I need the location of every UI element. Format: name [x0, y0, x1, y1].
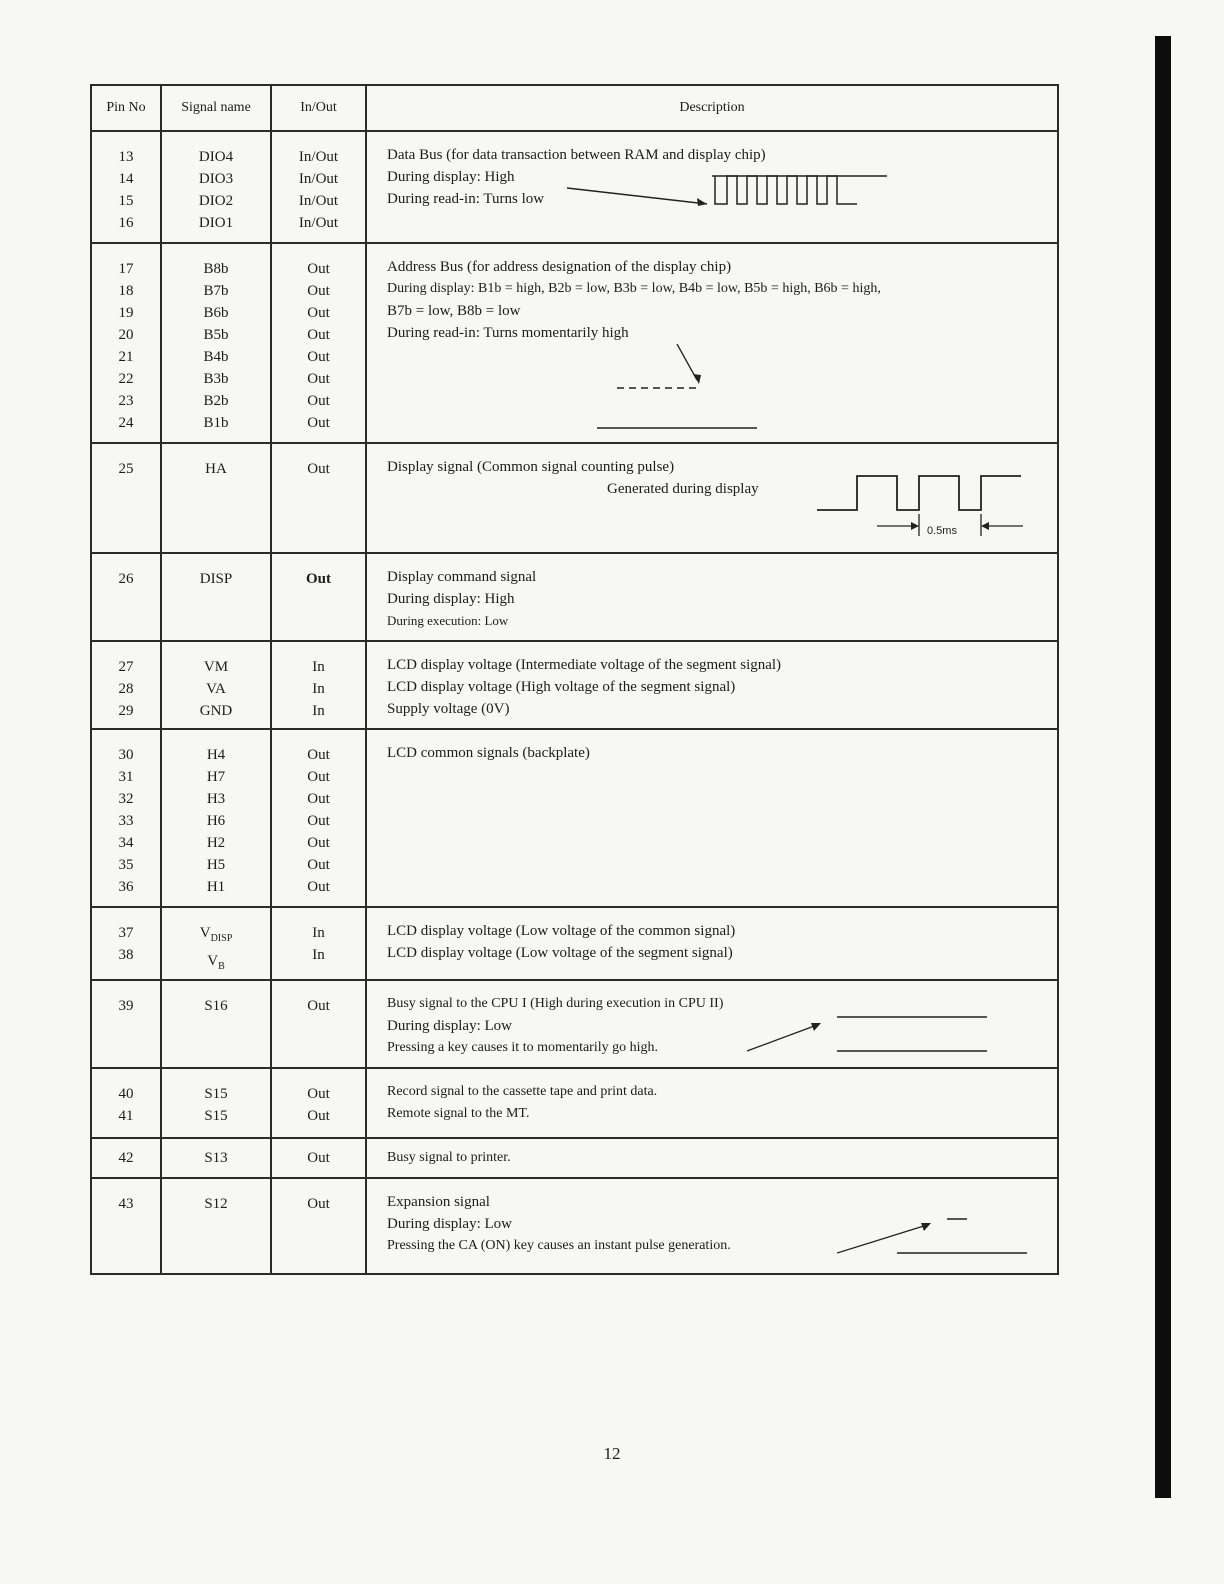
- signal-name: H3: [206, 791, 226, 807]
- table-row: [91, 131, 1058, 243]
- pin-number: 24: [118, 415, 134, 431]
- io-cell: [271, 980, 366, 1068]
- io-cell: [271, 443, 366, 553]
- page-number: 12: [603, 1444, 621, 1463]
- pin-cell: [91, 553, 161, 641]
- pin-number: 38: [118, 947, 134, 963]
- table-row: [91, 1068, 1058, 1138]
- io-cell: [271, 243, 366, 443]
- io-value: Out: [307, 261, 330, 277]
- description-line: Remote signal to the MT.: [387, 1106, 530, 1121]
- description-line: During display: Low: [387, 1018, 512, 1034]
- description-line: During display: Low: [387, 1216, 512, 1232]
- signal-name: H1: [206, 879, 226, 895]
- io-value: Out: [307, 747, 330, 763]
- table-row: [91, 243, 1058, 443]
- signal-name: HA: [205, 461, 227, 477]
- table-row: [91, 1138, 1058, 1178]
- description-line: During display: High: [387, 169, 515, 185]
- pin-number: 25: [118, 461, 134, 477]
- signal-name: GND: [199, 703, 233, 719]
- pin-number: 28: [118, 681, 134, 697]
- io-value: Out: [307, 835, 330, 851]
- pin-cell: [91, 980, 161, 1068]
- signal-name: VA: [206, 681, 226, 697]
- io-value: Out: [307, 461, 330, 477]
- io-value: Out: [307, 813, 330, 829]
- signal-name: B2b: [203, 393, 229, 409]
- description-line: LCD display voltage (Low voltage of the common signal): [387, 923, 736, 939]
- io-cell: [271, 1138, 366, 1178]
- signal-name: B3b: [203, 371, 229, 387]
- pin-number: 22: [118, 371, 134, 387]
- signal-name: H7: [206, 769, 226, 785]
- pin-number: 19: [118, 305, 134, 321]
- table-row: [91, 907, 1058, 980]
- description-line: Address Bus (for address designation of the display chip): [387, 259, 732, 275]
- signal-name: B1b: [203, 415, 229, 431]
- pin-cell: [91, 1178, 161, 1274]
- pin-cell: [91, 729, 161, 907]
- table-row: [91, 980, 1058, 1068]
- pin-cell: [91, 1138, 161, 1178]
- io-value: Out: [307, 857, 330, 873]
- io-cell: [271, 641, 366, 729]
- io-value: In: [312, 659, 325, 675]
- io-value: Out: [307, 998, 330, 1014]
- signal-name: VM: [203, 659, 229, 675]
- pin-cell: [91, 907, 161, 980]
- description-line: Supply voltage (0V): [387, 701, 510, 717]
- signal-name: S13: [204, 1150, 228, 1166]
- pin-number: 21: [118, 349, 134, 365]
- io-value: In/Out: [298, 149, 339, 165]
- description-line: LCD display voltage (Intermediate voltage of the segment signal): [387, 657, 782, 673]
- pin-number: 36: [118, 879, 134, 895]
- pin-number: 18: [118, 283, 134, 299]
- io-cell: [271, 729, 366, 907]
- signal-cell: [161, 1068, 271, 1138]
- io-value: Out: [307, 415, 330, 431]
- pin-number: 41: [118, 1108, 134, 1124]
- pin-number: 33: [118, 813, 134, 829]
- table-header-row: [91, 85, 1058, 131]
- table-row: [91, 729, 1058, 907]
- header-signal-name: Signal name: [161, 85, 271, 131]
- pin-number: 32: [118, 791, 134, 807]
- signal-cell: [161, 131, 271, 243]
- description-cell: [366, 443, 1058, 553]
- description-line: LCD common signals (backplate): [387, 745, 590, 761]
- io-value: Out: [307, 349, 330, 365]
- signal-name: DISP: [199, 571, 233, 587]
- io-value: In/Out: [298, 215, 339, 231]
- io-value: Out: [307, 1108, 330, 1124]
- signal-cell: [161, 907, 271, 980]
- description-cell: [366, 729, 1058, 907]
- pin-number: 17: [118, 261, 134, 277]
- io-value: Out: [307, 305, 330, 321]
- signal-name: S12: [204, 1196, 228, 1212]
- pin-number: 35: [118, 857, 134, 873]
- pin-cell: [91, 131, 161, 243]
- pin-number: 23: [118, 393, 134, 409]
- description-cell: [366, 641, 1058, 729]
- pin-number: 16: [118, 215, 134, 231]
- pulse-width-label: 0.5ms: [927, 525, 957, 537]
- signal-name: H5: [206, 857, 226, 873]
- description-line: Record signal to the cassette tape and print data.: [387, 1084, 658, 1099]
- table-row: [91, 1178, 1058, 1274]
- pin-number: 30: [118, 747, 134, 763]
- pin-number: 20: [118, 327, 134, 343]
- header-in-out: In/Out: [271, 85, 366, 131]
- signal-cell: [161, 243, 271, 443]
- pin-number: 13: [118, 149, 134, 165]
- signal-name: H4: [206, 747, 226, 763]
- io-cell: [271, 131, 366, 243]
- description-line: LCD display voltage (Low voltage of the segment signal): [387, 945, 733, 961]
- signal-name: B4b: [203, 349, 229, 365]
- io-cell: [271, 553, 366, 641]
- pin-number: 39: [118, 998, 134, 1014]
- description-line: During display: High: [387, 591, 515, 607]
- io-value: Out: [307, 1150, 330, 1166]
- pin-cell: [91, 443, 161, 553]
- signal-name: B6b: [203, 305, 229, 321]
- signal-name: $V_{DISP}$: [199, 925, 233, 944]
- signal-name: DIO3: [198, 171, 234, 187]
- header-description: Description: [366, 85, 1058, 131]
- signal-cell: [161, 980, 271, 1068]
- io-value: Out: [307, 879, 330, 895]
- description-line: LCD display voltage (High voltage of the segment signal): [387, 679, 736, 695]
- pin-number: 40: [118, 1086, 134, 1102]
- pin-cell: [91, 1068, 161, 1138]
- signal-cell: [161, 729, 271, 907]
- pin-cell: [91, 243, 161, 443]
- io-value: In/Out: [298, 193, 339, 209]
- pin-number: 26: [118, 571, 134, 587]
- description-line: During read-in: Turns momentarily high: [387, 325, 629, 341]
- header-pin-no: Pin No: [91, 85, 161, 131]
- signal-name: DIO4: [198, 149, 234, 165]
- signal-name: H6: [206, 813, 226, 829]
- io-value: In: [312, 947, 325, 963]
- signal-name: $V_B$: [207, 953, 225, 972]
- description-cell: [366, 131, 1058, 243]
- expansion-waveform: [837, 1209, 1037, 1259]
- pin-number: 14: [118, 171, 134, 187]
- io-value: Out: [307, 791, 330, 807]
- io-value: In: [312, 681, 325, 697]
- description-cell: [366, 907, 1058, 980]
- pin-number: 37: [118, 925, 134, 941]
- io-value: In/Out: [298, 171, 339, 187]
- pin-number: 15: [118, 193, 134, 209]
- signal-cell: [161, 553, 271, 641]
- description-line: Display signal (Common signal counting pulse): [387, 459, 675, 475]
- description-cell: [366, 553, 1058, 641]
- description-line: Pressing the CA (ON) key causes an instant pulse generation.: [387, 1238, 731, 1253]
- description-cell: [366, 980, 1058, 1068]
- io-value: Out: [307, 1196, 330, 1212]
- signal-cell: [161, 1178, 271, 1274]
- signal-cell: [161, 641, 271, 729]
- description-line: During display: B1b = high, B2b = low, B3b = low, B4b = low, B5b = high, B6b = high,: [387, 281, 881, 296]
- io-value: Out: [307, 1086, 330, 1102]
- io-value: Out: [305, 571, 331, 587]
- description-line: Pressing a key causes it to momentarily go high.: [387, 1040, 659, 1055]
- description-line: Busy signal to printer.: [387, 1150, 511, 1165]
- signal-name: DIO2: [198, 193, 234, 209]
- description-line: Busy signal to the CPU I (High during execution in CPU II): [387, 996, 724, 1011]
- description-line: Expansion signal: [387, 1194, 490, 1210]
- io-value: In: [312, 703, 325, 719]
- signal-name: H2: [206, 835, 226, 851]
- data-bus-waveform: [567, 172, 887, 222]
- table-row: [91, 553, 1058, 641]
- pin-number: 34: [118, 835, 134, 851]
- io-cell: [271, 1178, 366, 1274]
- description-cell: [366, 243, 1058, 443]
- pin-number: 29: [118, 703, 134, 719]
- description-line: Data Bus (for data transaction between RAM and display chip): [387, 147, 766, 163]
- description-cell: [366, 1178, 1058, 1274]
- signal-name: S15: [204, 1108, 228, 1124]
- signal-name: S16: [204, 998, 228, 1014]
- io-cell: [271, 1068, 366, 1138]
- io-value: Out: [307, 283, 330, 299]
- signal-name: B5b: [203, 327, 229, 343]
- pulse-waveform: [817, 472, 1057, 548]
- pin-number: 42: [118, 1150, 134, 1166]
- pin-number: 43: [118, 1196, 134, 1212]
- page-edge-bar: [1155, 36, 1171, 1498]
- description-line: During read-in: Turns low: [387, 191, 545, 207]
- description-line: During execution: Low: [387, 613, 509, 628]
- signal-cell: [161, 1138, 271, 1178]
- signal-cell: [161, 443, 271, 553]
- description-line: Display command signal: [387, 569, 537, 585]
- description-cell: [366, 1138, 1058, 1178]
- pin-table: [90, 84, 1059, 1275]
- io-value: Out: [307, 371, 330, 387]
- signal-name: B7b: [203, 283, 229, 299]
- signal-name: B8b: [203, 261, 229, 277]
- pin-number: 27: [118, 659, 134, 675]
- busy-waveform: [747, 1007, 1007, 1057]
- address-bus-waveform: [597, 344, 777, 434]
- description-line: Generated during display: [607, 481, 759, 497]
- table-row: [91, 443, 1058, 553]
- pin-cell: [91, 641, 161, 729]
- io-value: Out: [307, 327, 330, 343]
- io-cell: [271, 907, 366, 980]
- signal-name: DIO1: [198, 215, 234, 231]
- io-value: Out: [307, 393, 330, 409]
- io-value: Out: [307, 769, 330, 785]
- signal-name: S15: [204, 1086, 228, 1102]
- description-cell: [366, 1068, 1058, 1138]
- table-row: [91, 641, 1058, 729]
- io-value: In: [312, 925, 325, 941]
- pin-number: 31: [118, 769, 134, 785]
- description-line: B7b = low, B8b = low: [387, 303, 521, 319]
